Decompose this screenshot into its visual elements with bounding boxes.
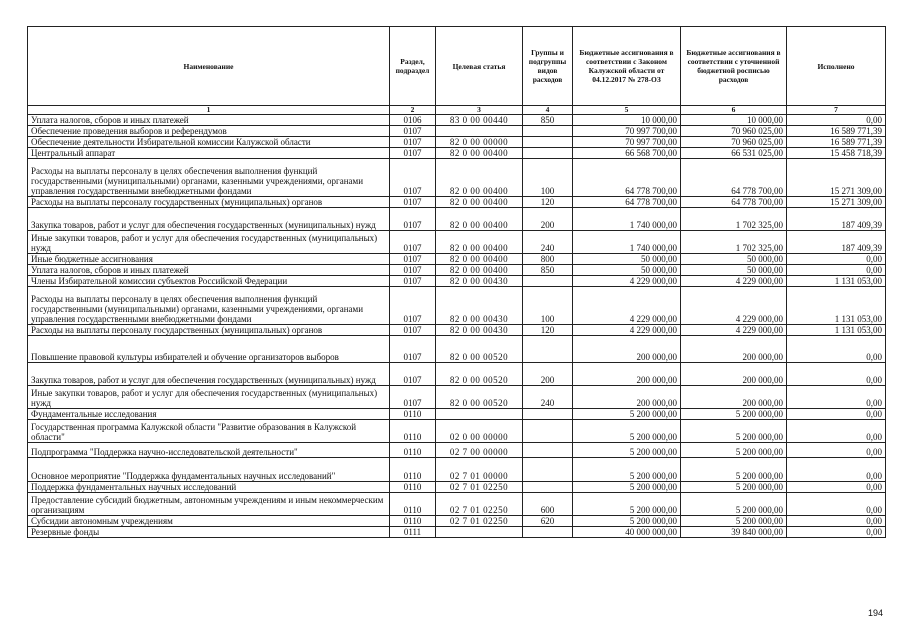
- row-revised-amount: 39 840 000,00: [681, 527, 787, 538]
- row-expense-group: [523, 443, 573, 458]
- row-executed-amount: 16 589 771,39: [787, 126, 886, 137]
- row-section-code: 0107: [390, 148, 436, 159]
- row-target-article: [436, 527, 523, 538]
- row-approved-amount: 10 000,00: [573, 115, 681, 126]
- row-target-article: 82 0 00 00520: [436, 363, 523, 386]
- row-revised-amount: 1 702 325,00: [681, 231, 787, 254]
- row-executed-amount: 0,00: [787, 254, 886, 265]
- row-approved-amount: 64 778 700,00: [573, 159, 681, 197]
- header-revised: Бюджетные ассигнования в соответствии с уточненной бюджетной росписью расходов: [681, 27, 787, 106]
- row-target-article: 02 7 00 00000: [436, 443, 523, 458]
- row-expense-group: 620: [523, 516, 573, 527]
- row-expense-group: [523, 148, 573, 159]
- row-target-article: 82 0 00 00430: [436, 276, 523, 287]
- table-row: [28, 287, 886, 325]
- row-executed-amount: 0,00: [787, 516, 886, 527]
- row-name: Уплата налогов, сборов и иных платежей: [28, 265, 390, 276]
- row-name: Центральный аппарат: [28, 148, 390, 159]
- row-name: Иные закупки товаров, работ и услуг для обеспечения государственных (муниципальных) нужд: [28, 231, 390, 254]
- table-row: [28, 409, 886, 420]
- row-executed-amount: 15 271 309,00: [787, 159, 886, 197]
- row-expense-group: [523, 276, 573, 287]
- row-executed-amount: 0,00: [787, 409, 886, 420]
- row-revised-amount: 50 000,00: [681, 254, 787, 265]
- row-name: Подпрограмма "Поддержка научно-исследовательской деятельности": [28, 443, 390, 458]
- row-approved-amount: 50 000,00: [573, 254, 681, 265]
- row-target-article: 82 0 00 00430: [436, 287, 523, 325]
- row-name: Повышение правовой культуры избирателей и обучение организаторов выборов: [28, 336, 390, 363]
- row-revised-amount: 50 000,00: [681, 265, 787, 276]
- row-executed-amount: 187 409,39: [787, 231, 886, 254]
- row-executed-amount: 1 131 053,00: [787, 287, 886, 325]
- row-expense-group: [523, 336, 573, 363]
- row-executed-amount: 0,00: [787, 420, 886, 443]
- row-section-code: 0110: [390, 482, 436, 493]
- row-section-code: 0110: [390, 443, 436, 458]
- row-approved-amount: 5 200 000,00: [573, 482, 681, 493]
- row-name: Расходы на выплаты персоналу государственных (муниципальных) органов: [28, 197, 390, 208]
- table-row: [28, 148, 886, 159]
- row-section-code: 0107: [390, 208, 436, 231]
- row-revised-amount: 5 200 000,00: [681, 420, 787, 443]
- table-row: [28, 458, 886, 482]
- row-target-article: [436, 126, 523, 137]
- row-name: Уплата налогов, сборов и иных платежей: [28, 115, 390, 126]
- column-number: 1: [28, 106, 390, 115]
- row-section-code: 0110: [390, 420, 436, 443]
- header-name: Наименование: [28, 27, 390, 106]
- row-name: Обеспечение деятельности Избирательной комиссии Калужской области: [28, 137, 390, 148]
- table-row: [28, 527, 886, 538]
- row-approved-amount: 5 200 000,00: [573, 409, 681, 420]
- row-executed-amount: 0,00: [787, 443, 886, 458]
- column-number: 6: [681, 106, 787, 115]
- row-executed-amount: 0,00: [787, 115, 886, 126]
- row-revised-amount: 200 000,00: [681, 386, 787, 409]
- row-target-article: 82 0 00 00520: [436, 386, 523, 409]
- table-row: [28, 386, 886, 409]
- row-target-article: 82 0 00 00400: [436, 148, 523, 159]
- row-revised-amount: 66 531 025,00: [681, 148, 787, 159]
- row-revised-amount: 5 200 000,00: [681, 443, 787, 458]
- row-expense-group: 600: [523, 493, 573, 516]
- table-row: [28, 482, 886, 493]
- column-number: 4: [523, 106, 573, 115]
- row-revised-amount: 5 200 000,00: [681, 458, 787, 482]
- row-approved-amount: 5 200 000,00: [573, 443, 681, 458]
- row-approved-amount: 70 997 700,00: [573, 137, 681, 148]
- row-name: Расходы на выплаты персоналу в целях обеспечения выполнения функций государственными (муниципальными) органами, казенными учреждениями, органами управления государственными внебюджетными фондами: [28, 159, 390, 197]
- row-name: Предоставление субсидий бюджетным, автономным учреждениям и иным некоммерческим организациям: [28, 493, 390, 516]
- row-executed-amount: 1 131 053,00: [787, 325, 886, 336]
- table-row: [28, 276, 886, 287]
- row-approved-amount: 4 229 000,00: [573, 276, 681, 287]
- row-approved-amount: 40 000 000,00: [573, 527, 681, 538]
- row-approved-amount: 1 740 000,00: [573, 231, 681, 254]
- row-revised-amount: 5 200 000,00: [681, 516, 787, 527]
- row-revised-amount: 5 200 000,00: [681, 409, 787, 420]
- row-approved-amount: 66 568 700,00: [573, 148, 681, 159]
- row-target-article: 82 0 00 00400: [436, 265, 523, 276]
- column-number: 7: [787, 106, 886, 115]
- row-expense-group: [523, 527, 573, 538]
- row-expense-group: [523, 126, 573, 137]
- row-approved-amount: 5 200 000,00: [573, 493, 681, 516]
- row-section-code: 0107: [390, 287, 436, 325]
- row-revised-amount: 4 229 000,00: [681, 287, 787, 325]
- row-name: Поддержка фундаментальных научных исследований: [28, 482, 390, 493]
- row-executed-amount: 187 409,39: [787, 208, 886, 231]
- table-row: [28, 336, 886, 363]
- row-target-article: 02 7 01 02250: [436, 516, 523, 527]
- row-section-code: 0107: [390, 265, 436, 276]
- row-target-article: 83 0 00 00440: [436, 115, 523, 126]
- row-name: Члены Избирательной комиссии субъектов Российской Федерации: [28, 276, 390, 287]
- row-target-article: [436, 409, 523, 420]
- row-section-code: 0106: [390, 115, 436, 126]
- row-executed-amount: 0,00: [787, 363, 886, 386]
- row-expense-group: 800: [523, 254, 573, 265]
- row-approved-amount: 5 200 000,00: [573, 516, 681, 527]
- row-approved-amount: 50 000,00: [573, 265, 681, 276]
- row-expense-group: [523, 409, 573, 420]
- row-executed-amount: 0,00: [787, 265, 886, 276]
- row-target-article: 02 7 01 02250: [436, 493, 523, 516]
- row-revised-amount: 10 000,00: [681, 115, 787, 126]
- table-row: [28, 254, 886, 265]
- table-row: [28, 265, 886, 276]
- row-executed-amount: 0,00: [787, 527, 886, 538]
- table-row: [28, 231, 886, 254]
- row-section-code: 0107: [390, 159, 436, 197]
- row-expense-group: 850: [523, 115, 573, 126]
- row-approved-amount: 64 778 700,00: [573, 197, 681, 208]
- table-body: [28, 115, 886, 538]
- row-revised-amount: 64 778 700,00: [681, 159, 787, 197]
- row-target-article: 82 0 00 00000: [436, 137, 523, 148]
- row-section-code: 0107: [390, 197, 436, 208]
- row-section-code: 0107: [390, 336, 436, 363]
- table-row: [28, 126, 886, 137]
- row-expense-group: 200: [523, 208, 573, 231]
- row-target-article: 82 0 00 00520: [436, 336, 523, 363]
- row-approved-amount: 4 229 000,00: [573, 287, 681, 325]
- table-row: [28, 159, 886, 197]
- row-approved-amount: 1 740 000,00: [573, 208, 681, 231]
- row-name: Иные закупки товаров, работ и услуг для обеспечения государственных (муниципальных) нужд: [28, 386, 390, 409]
- row-executed-amount: 0,00: [787, 482, 886, 493]
- header-executed: Исполнено: [787, 27, 886, 106]
- row-revised-amount: 5 200 000,00: [681, 482, 787, 493]
- row-expense-group: 200: [523, 363, 573, 386]
- row-target-article: 82 0 00 00400: [436, 197, 523, 208]
- row-name: Закупка товаров, работ и услуг для обеспечения государственных (муниципальных) нужд: [28, 363, 390, 386]
- row-section-code: 0107: [390, 276, 436, 287]
- row-target-article: 82 0 00 00400: [436, 231, 523, 254]
- row-section-code: 0107: [390, 325, 436, 336]
- row-section-code: 0107: [390, 386, 436, 409]
- header-article: Целевая статья: [436, 27, 523, 106]
- row-revised-amount: 70 960 025,00: [681, 137, 787, 148]
- table-row: [28, 208, 886, 231]
- row-executed-amount: 0,00: [787, 386, 886, 409]
- row-expense-group: [523, 420, 573, 443]
- row-target-article: 02 7 01 00000: [436, 458, 523, 482]
- row-section-code: 0107: [390, 254, 436, 265]
- row-expense-group: 240: [523, 386, 573, 409]
- header-row: [28, 27, 886, 106]
- row-executed-amount: 1 131 053,00: [787, 276, 886, 287]
- row-name: Основное мероприятие "Поддержка фундаментальных научных исследований": [28, 458, 390, 482]
- row-executed-amount: 15 458 718,39: [787, 148, 886, 159]
- row-section-code: 0111: [390, 527, 436, 538]
- table-row: [28, 493, 886, 516]
- row-revised-amount: 1 702 325,00: [681, 208, 787, 231]
- table-row: [28, 137, 886, 148]
- row-section-code: 0110: [390, 409, 436, 420]
- row-expense-group: 120: [523, 197, 573, 208]
- row-revised-amount: 4 229 000,00: [681, 325, 787, 336]
- row-revised-amount: 200 000,00: [681, 336, 787, 363]
- header-approved: Бюджетные ассигнования в соответствии с Законом Калужской области от 04.12.2017 № 278-ОЗ: [573, 27, 681, 106]
- row-approved-amount: 4 229 000,00: [573, 325, 681, 336]
- row-executed-amount: 15 271 309,00: [787, 197, 886, 208]
- row-expense-group: [523, 137, 573, 148]
- row-target-article: 02 0 00 00000: [436, 420, 523, 443]
- row-expense-group: 240: [523, 231, 573, 254]
- row-expense-group: 100: [523, 159, 573, 197]
- row-section-code: 0107: [390, 231, 436, 254]
- row-approved-amount: 5 200 000,00: [573, 458, 681, 482]
- row-expense-group: [523, 458, 573, 482]
- row-name: Фундаментальные исследования: [28, 409, 390, 420]
- row-name: Закупка товаров, работ и услуг для обеспечения государственных (муниципальных) нужд: [28, 208, 390, 231]
- table-row: [28, 115, 886, 126]
- row-expense-group: 850: [523, 265, 573, 276]
- row-name: Расходы на выплаты персоналу государственных (муниципальных) органов: [28, 325, 390, 336]
- row-name: Субсидии автономным учреждениям: [28, 516, 390, 527]
- page-number: 194: [867, 608, 883, 618]
- table-row: [28, 516, 886, 527]
- row-target-article: 82 0 00 00400: [436, 208, 523, 231]
- row-section-code: 0107: [390, 363, 436, 386]
- table-row: [28, 443, 886, 458]
- row-executed-amount: 16 589 771,39: [787, 137, 886, 148]
- column-number: 2: [390, 106, 436, 115]
- row-executed-amount: 0,00: [787, 493, 886, 516]
- row-target-article: 82 0 00 00430: [436, 325, 523, 336]
- row-revised-amount: 64 778 700,00: [681, 197, 787, 208]
- budget-table: [27, 26, 886, 538]
- row-approved-amount: 200 000,00: [573, 363, 681, 386]
- row-expense-group: 100: [523, 287, 573, 325]
- table-row: [28, 363, 886, 386]
- row-section-code: 0110: [390, 458, 436, 482]
- row-approved-amount: 70 997 700,00: [573, 126, 681, 137]
- header-group: Группы и подгруппы видов расходов: [523, 27, 573, 106]
- row-expense-group: 120: [523, 325, 573, 336]
- row-expense-group: [523, 482, 573, 493]
- row-executed-amount: 0,00: [787, 458, 886, 482]
- row-approved-amount: 5 200 000,00: [573, 420, 681, 443]
- row-section-code: 0110: [390, 516, 436, 527]
- row-revised-amount: 5 200 000,00: [681, 493, 787, 516]
- row-name: Резервные фонды: [28, 527, 390, 538]
- row-revised-amount: 70 960 025,00: [681, 126, 787, 137]
- row-executed-amount: 0,00: [787, 336, 886, 363]
- row-revised-amount: 4 229 000,00: [681, 276, 787, 287]
- row-revised-amount: 200 000,00: [681, 363, 787, 386]
- budget-report-sheet: [27, 26, 885, 538]
- row-name: Государственная программа Калужской области "Развитие образования в Калужской области": [28, 420, 390, 443]
- row-name: Иные бюджетные ассигнования: [28, 254, 390, 265]
- column-number: 5: [573, 106, 681, 115]
- header-section: Раздел, подраздел: [390, 27, 436, 106]
- row-name: Расходы на выплаты персоналу в целях обеспечения выполнения функций государственными (муниципальными) органами, казенными учреждениями, органами управления государственными внебюджетными фондами: [28, 287, 390, 325]
- row-approved-amount: 200 000,00: [573, 336, 681, 363]
- row-target-article: 02 7 01 02250: [436, 482, 523, 493]
- row-section-code: 0110: [390, 493, 436, 516]
- row-name: Обеспечение проведения выборов и референдумов: [28, 126, 390, 137]
- row-approved-amount: 200 000,00: [573, 386, 681, 409]
- table-row: [28, 325, 886, 336]
- column-number-row: [28, 106, 886, 115]
- table-row: [28, 197, 886, 208]
- row-target-article: 82 0 00 00400: [436, 254, 523, 265]
- table-row: [28, 420, 886, 443]
- row-section-code: 0107: [390, 137, 436, 148]
- column-number: 3: [436, 106, 523, 115]
- row-section-code: 0107: [390, 126, 436, 137]
- row-target-article: 82 0 00 00400: [436, 159, 523, 197]
